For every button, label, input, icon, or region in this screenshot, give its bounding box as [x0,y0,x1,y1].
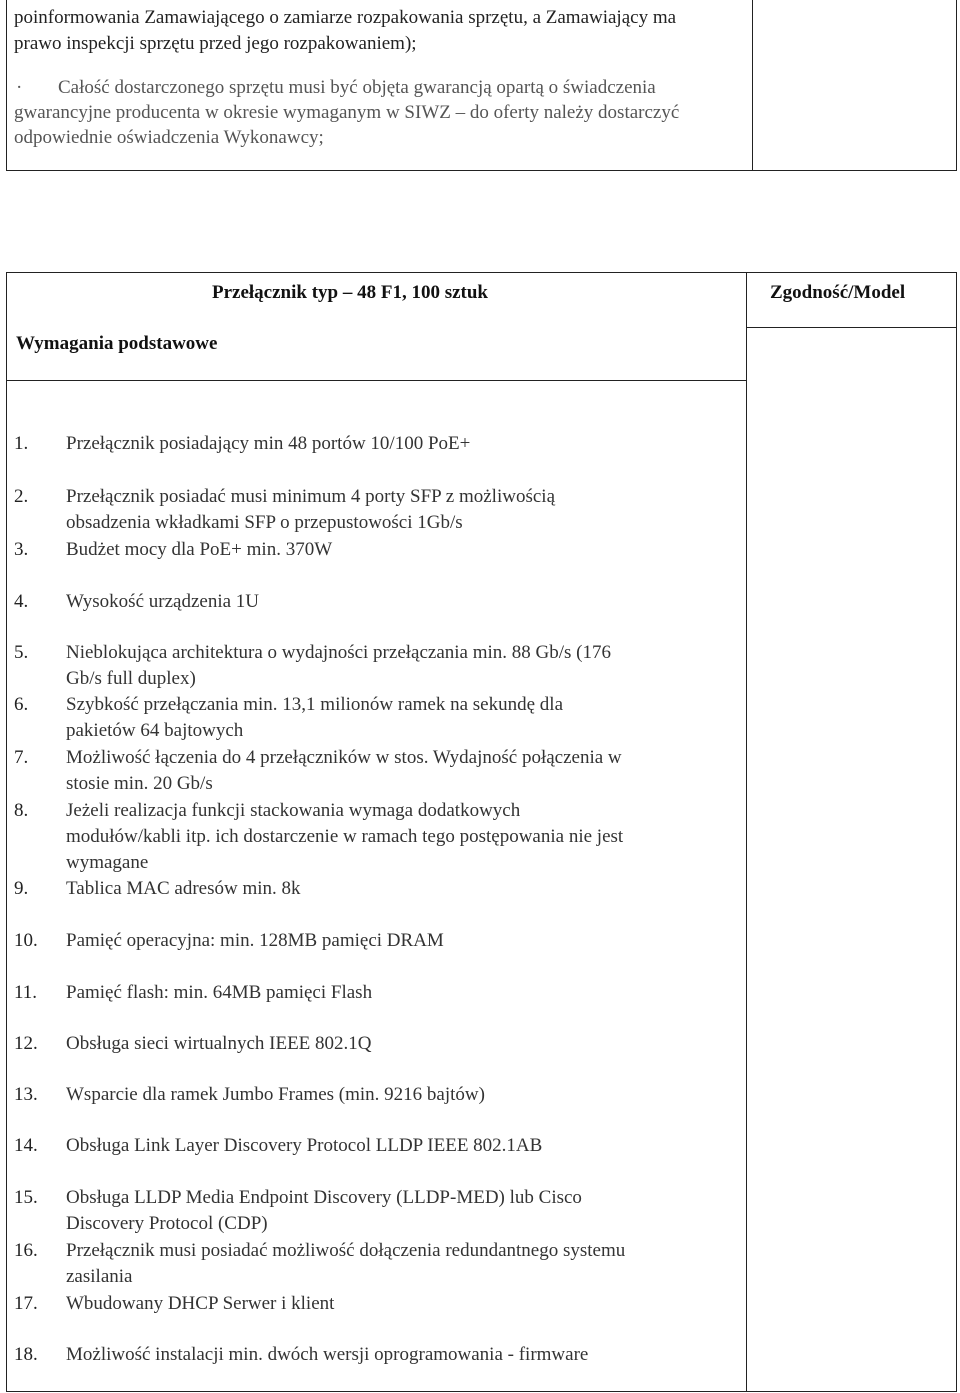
warranty-line-3: odpowiednie oświadczenia Wykonawcy; [14,127,324,148]
header-row-separator [6,380,747,381]
requirement-text: pakietów 64 bajtowych [66,720,244,741]
requirement-text: Pamięć flash: min. 64MB pamięci Flash [66,982,373,1003]
requirement-text: Budżet mocy dla PoE+ min. 370W [66,539,333,560]
requirement-text: Tablica MAC adresów min. 8k [66,878,301,899]
requirement-text: stosie min. 20 Gb/s [66,773,213,794]
section-label: Wymagania podstawowe [16,333,218,354]
requirement-text: Przełącznik musi posiadać możliwość dołączenia redundantnego systemu [66,1240,626,1261]
requirement-number: 5. [14,642,29,663]
requirement-number: 9. [14,878,29,899]
requirement-text: zasilania [66,1266,133,1287]
requirement-number: 16. [14,1240,38,1261]
requirement-text: Wbudowany DHCP Serwer i klient [66,1293,335,1314]
top-text-line-2: prawo inspekcji sprzętu przed jego rozpakowaniem); [14,33,417,54]
requirement-number: 3. [14,539,29,560]
table-title: Przełącznik typ – 48 F1, 100 sztuk [212,282,489,303]
requirement-number: 17. [14,1293,38,1314]
requirement-number: 2. [14,486,29,507]
bullet-marker: · [16,77,23,98]
requirement-text: Obsługa LLDP Media Endpoint Discovery (LLDP-MED) lub Cisco [66,1187,582,1208]
requirement-number: 15. [14,1187,38,1208]
requirement-text: Przełącznik posiadać musi minimum 4 porty SFP z możliwością [66,486,555,507]
requirement-text: Szybkość przełączania min. 13,1 milionów ramek na sekundę dla [66,694,564,715]
requirement-number: 13. [14,1084,38,1105]
requirement-text: obsadzenia wkładkami SFP o przepustowości 1Gb/s [66,512,463,533]
requirement-number: 7. [14,747,29,768]
requirement-number: 4. [14,591,29,612]
requirement-text: Pamięć operacyjna: min. 128MB pamięci DRAM [66,930,444,951]
requirement-text: wymagane [66,852,149,873]
requirement-text: Obsługa sieci wirtualnych IEEE 802.1Q [66,1033,372,1054]
requirement-text: Jeżeli realizacja funkcji stackowania wymaga dodatkowych [66,800,521,821]
requirement-text: Przełącznik posiadający min 48 portów 10/100 PoE+ [66,433,471,454]
top-table-divider [752,0,753,171]
requirement-number: 14. [14,1135,38,1156]
top-text-line-1: poinformowania Zamawiającego o zamiarze rozpakowania sprzętu, a Zamawiający ma [14,7,677,28]
requirement-text: Gb/s full duplex) [66,668,196,689]
requirement-text: Nieblokująca architektura o wydajności przełączania min. 88 Gb/s (176 [66,642,611,663]
requirement-number: 1. [14,433,29,454]
requirement-text: modułów/kabli itp. ich dostarczenie w ramach tego postępowania nie jest [66,826,624,847]
spec-table-divider [746,272,747,1392]
requirement-text: Discovery Protocol (CDP) [66,1213,268,1234]
requirement-text: Obsługa Link Layer Discovery Protocol LLDP IEEE 802.1AB [66,1135,543,1156]
requirement-number: 18. [14,1344,38,1365]
requirement-number: 11. [14,982,38,1003]
requirement-number: 10. [14,930,38,951]
requirement-number: 12. [14,1033,38,1054]
requirement-number: 8. [14,800,29,821]
compliance-header-separator [746,327,957,328]
requirement-text: Możliwość instalacji min. dwóch wersji oprogramowania - firmware [66,1344,589,1365]
warranty-line-1: Całość dostarczonego sprzętu musi być objęta gwarancją opartą o świadczenia [58,77,656,98]
requirement-text: Wysokość urządzenia 1U [66,591,260,612]
requirement-text: Możliwość łączenia do 4 przełączników w stos. Wydajność połączenia w [66,747,622,768]
compliance-header: Zgodność/Model [770,282,906,303]
requirement-text: Wsparcie dla ramek Jumbo Frames (min. 9216 bajtów) [66,1084,485,1105]
requirement-number: 6. [14,694,29,715]
warranty-line-2: gwarancyjne producenta w okresie wymaganym w SIWZ – do oferty należy dostarczyć [14,102,680,123]
